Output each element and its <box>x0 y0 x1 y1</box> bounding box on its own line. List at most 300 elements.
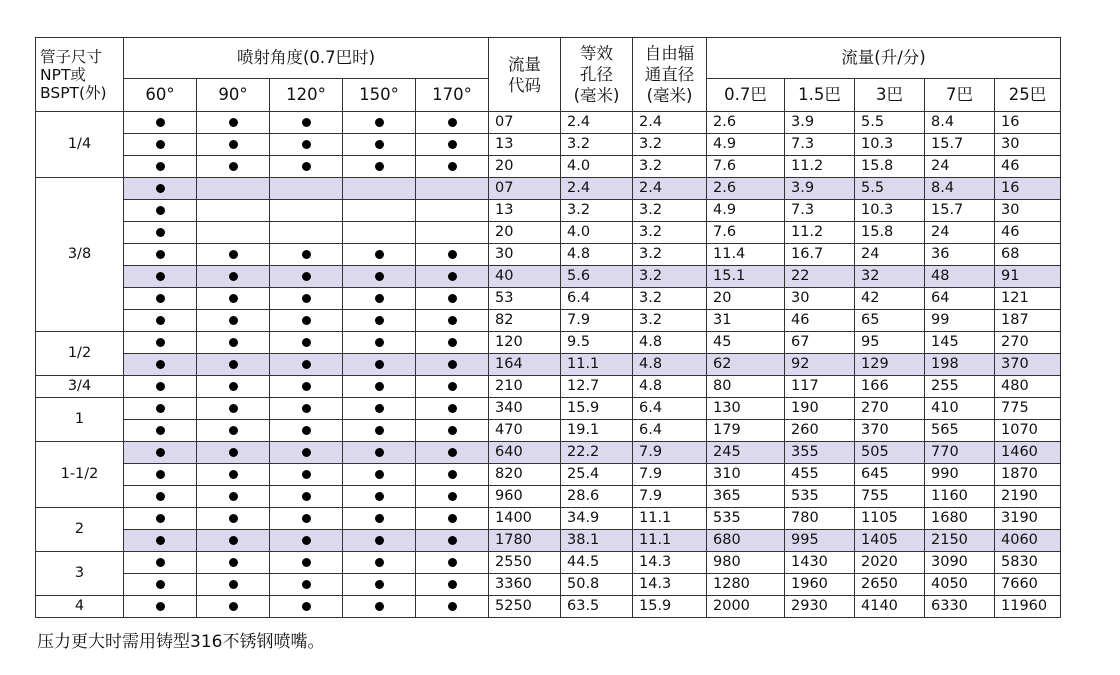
pipe-size-cell: 1/2 <box>36 332 124 376</box>
flow-cell: 15.8 <box>855 222 925 244</box>
angle-cell <box>124 310 197 332</box>
pressure-header: 1.5巴 <box>785 79 855 112</box>
angle-cell <box>124 354 197 376</box>
angle-cell <box>270 442 343 464</box>
passage-cell: 3.2 <box>633 134 707 156</box>
available-dot-icon <box>229 426 238 435</box>
available-dot-icon <box>229 558 238 567</box>
angle-cell <box>270 398 343 420</box>
flow-cell: 15.7 <box>925 200 995 222</box>
flow-cell: 36 <box>925 244 995 266</box>
available-dot-icon <box>302 250 311 259</box>
angle-cell <box>124 288 197 310</box>
flow-cell: 770 <box>925 442 995 464</box>
flow-rate-header: 流量(升/分) <box>707 38 1061 79</box>
flow-cell: 410 <box>925 398 995 420</box>
flow-cell: 10.3 <box>855 200 925 222</box>
passage-cell: 3.2 <box>633 200 707 222</box>
available-dot-icon <box>229 294 238 303</box>
available-dot-icon <box>302 162 311 171</box>
header-row-1 <box>36 38 1061 79</box>
passage-cell: 3.2 <box>633 244 707 266</box>
angle-cell <box>270 552 343 574</box>
angle-cell <box>197 398 270 420</box>
flow-cell: 32 <box>855 266 925 288</box>
flow-cell: 20 <box>707 288 785 310</box>
orifice-cell: 19.1 <box>561 420 633 442</box>
angle-cell <box>124 134 197 156</box>
angle-cell <box>270 574 343 596</box>
flow-code-cell: 5250 <box>489 596 561 618</box>
flow-cell: 117 <box>785 376 855 398</box>
angle-cell <box>197 310 270 332</box>
flow-cell: 4.9 <box>707 200 785 222</box>
orifice-cell: 11.1 <box>561 354 633 376</box>
angle-cell <box>124 178 197 200</box>
flow-cell: 8.4 <box>925 112 995 134</box>
available-dot-icon <box>156 316 165 325</box>
available-dot-icon <box>375 470 384 479</box>
flow-cell: 7.3 <box>785 134 855 156</box>
angle-header: 90° <box>197 79 270 112</box>
angle-cell <box>416 156 489 178</box>
available-dot-icon <box>448 602 457 611</box>
available-dot-icon <box>302 118 311 127</box>
flow-code-cell: 1400 <box>489 508 561 530</box>
flow-cell: 46 <box>785 310 855 332</box>
available-dot-icon <box>156 580 165 589</box>
flow-cell: 15.8 <box>855 156 925 178</box>
pipe-size-header: 管子尺寸 NPT或 BSPT(外) <box>36 38 124 112</box>
flow-code-cell: 07 <box>489 112 561 134</box>
angle-cell <box>197 266 270 288</box>
flow-cell: 24 <box>925 156 995 178</box>
flow-cell: 565 <box>925 420 995 442</box>
angle-cell <box>270 288 343 310</box>
angle-cell <box>343 332 416 354</box>
flow-cell: 1280 <box>707 574 785 596</box>
flow-cell: 7.3 <box>785 200 855 222</box>
table-row <box>36 200 1061 222</box>
flow-cell: 64 <box>925 288 995 310</box>
flow-code-cell: 164 <box>489 354 561 376</box>
available-dot-icon <box>229 162 238 171</box>
flow-cell: 2000 <box>707 596 785 618</box>
angle-cell <box>343 420 416 442</box>
flow-cell: 16 <box>995 178 1061 200</box>
angle-cell <box>416 530 489 552</box>
flow-cell: 22 <box>785 266 855 288</box>
available-dot-icon <box>375 514 384 523</box>
flow-cell: 995 <box>785 530 855 552</box>
flow-cell: 355 <box>785 442 855 464</box>
flow-cell: 1160 <box>925 486 995 508</box>
angle-cell <box>124 332 197 354</box>
angle-cell <box>416 134 489 156</box>
angle-cell <box>343 112 416 134</box>
table-row <box>36 244 1061 266</box>
available-dot-icon <box>229 492 238 501</box>
flow-cell: 24 <box>855 244 925 266</box>
pressure-header: 7巴 <box>925 79 995 112</box>
passage-cell: 6.4 <box>633 420 707 442</box>
table-row <box>36 420 1061 442</box>
table-row <box>36 332 1061 354</box>
angle-cell <box>416 266 489 288</box>
passage-cell: 6.4 <box>633 398 707 420</box>
angle-cell <box>343 464 416 486</box>
flow-cell: 4140 <box>855 596 925 618</box>
available-dot-icon <box>375 492 384 501</box>
orifice-cell: 38.1 <box>561 530 633 552</box>
angle-cell <box>416 486 489 508</box>
angle-cell <box>270 310 343 332</box>
angle-cell <box>343 178 416 200</box>
available-dot-icon <box>375 140 384 149</box>
available-dot-icon <box>302 338 311 347</box>
flow-cell: 30 <box>995 200 1061 222</box>
available-dot-icon <box>302 580 311 589</box>
orifice-cell: 25.4 <box>561 464 633 486</box>
available-dot-icon <box>156 184 165 193</box>
flow-cell: 310 <box>707 464 785 486</box>
angle-cell <box>343 156 416 178</box>
pipe-size-cell: 3 <box>36 552 124 596</box>
table-row <box>36 354 1061 376</box>
available-dot-icon <box>229 338 238 347</box>
available-dot-icon <box>156 514 165 523</box>
flow-cell: 8.4 <box>925 178 995 200</box>
available-dot-icon <box>302 404 311 413</box>
table-row <box>36 376 1061 398</box>
angle-cell <box>270 530 343 552</box>
angle-cell <box>270 112 343 134</box>
footnote: 压力更大时需用铸型316不锈钢喷嘴。 <box>37 632 325 652</box>
available-dot-icon <box>229 536 238 545</box>
flow-cell: 16.7 <box>785 244 855 266</box>
orifice-cell: 15.9 <box>561 398 633 420</box>
flow-cell: 1870 <box>995 464 1061 486</box>
angle-header: 60° <box>124 79 197 112</box>
available-dot-icon <box>375 382 384 391</box>
flow-code-cell: 20 <box>489 156 561 178</box>
passage-cell: 14.3 <box>633 552 707 574</box>
available-dot-icon <box>302 602 311 611</box>
flow-cell: 365 <box>707 486 785 508</box>
flow-cell: 10.3 <box>855 134 925 156</box>
passage-cell: 3.2 <box>633 156 707 178</box>
flow-cell: 187 <box>995 310 1061 332</box>
angle-cell <box>124 442 197 464</box>
flow-code-cell: 82 <box>489 310 561 332</box>
table-row <box>36 222 1061 244</box>
available-dot-icon <box>156 404 165 413</box>
orifice-cell: 3.2 <box>561 134 633 156</box>
angle-cell <box>124 376 197 398</box>
available-dot-icon <box>375 316 384 325</box>
flow-cell: 260 <box>785 420 855 442</box>
angle-cell <box>197 420 270 442</box>
flow-cell: 80 <box>707 376 785 398</box>
available-dot-icon <box>229 580 238 589</box>
flow-code-cell: 1780 <box>489 530 561 552</box>
flow-cell: 129 <box>855 354 925 376</box>
angle-cell <box>197 376 270 398</box>
available-dot-icon <box>448 536 457 545</box>
available-dot-icon <box>156 294 165 303</box>
flow-code-cell: 960 <box>489 486 561 508</box>
flow-cell: 480 <box>995 376 1061 398</box>
angle-cell <box>270 156 343 178</box>
available-dot-icon <box>302 470 311 479</box>
angle-cell <box>343 200 416 222</box>
flow-cell: 11960 <box>995 596 1061 618</box>
table-row <box>36 552 1061 574</box>
flow-cell: 370 <box>855 420 925 442</box>
available-dot-icon <box>448 580 457 589</box>
available-dot-icon <box>375 118 384 127</box>
available-dot-icon <box>375 250 384 259</box>
available-dot-icon <box>156 492 165 501</box>
flow-cell: 11.4 <box>707 244 785 266</box>
angle-cell <box>197 332 270 354</box>
flow-cell: 4.9 <box>707 134 785 156</box>
available-dot-icon <box>448 404 457 413</box>
available-dot-icon <box>156 536 165 545</box>
flow-cell: 42 <box>855 288 925 310</box>
available-dot-icon <box>229 602 238 611</box>
flow-cell: 1405 <box>855 530 925 552</box>
orifice-cell: 4.8 <box>561 244 633 266</box>
flow-cell: 65 <box>855 310 925 332</box>
available-dot-icon <box>302 448 311 457</box>
orifice-cell: 2.4 <box>561 112 633 134</box>
flow-cell: 48 <box>925 266 995 288</box>
flow-cell: 145 <box>925 332 995 354</box>
flow-cell: 130 <box>707 398 785 420</box>
flow-code-cell: 07 <box>489 178 561 200</box>
flow-cell: 505 <box>855 442 925 464</box>
available-dot-icon <box>375 426 384 435</box>
flow-cell: 5.5 <box>855 178 925 200</box>
available-dot-icon <box>229 272 238 281</box>
flow-cell: 99 <box>925 310 995 332</box>
available-dot-icon <box>375 404 384 413</box>
orifice-cell: 9.5 <box>561 332 633 354</box>
angle-cell <box>343 288 416 310</box>
angle-cell <box>270 596 343 618</box>
pressure-header: 0.7巴 <box>707 79 785 112</box>
available-dot-icon <box>156 162 165 171</box>
flow-cell: 370 <box>995 354 1061 376</box>
angle-cell <box>197 200 270 222</box>
angle-cell <box>416 442 489 464</box>
angle-cell <box>197 530 270 552</box>
pipe-size-cell: 3/8 <box>36 178 124 332</box>
flow-cell: 1430 <box>785 552 855 574</box>
flow-code-cell: 820 <box>489 464 561 486</box>
angle-cell <box>270 134 343 156</box>
available-dot-icon <box>375 558 384 567</box>
passage-cell: 14.3 <box>633 574 707 596</box>
angle-cell <box>343 574 416 596</box>
flow-cell: 2150 <box>925 530 995 552</box>
angle-cell <box>270 464 343 486</box>
table-row <box>36 486 1061 508</box>
flow-cell: 3.9 <box>785 178 855 200</box>
angle-cell <box>416 178 489 200</box>
angle-cell <box>197 178 270 200</box>
available-dot-icon <box>156 360 165 369</box>
angle-cell <box>343 442 416 464</box>
pipe-size-cell: 1-1/2 <box>36 442 124 508</box>
flow-cell: 7.6 <box>707 156 785 178</box>
angle-cell <box>343 552 416 574</box>
angle-cell <box>416 508 489 530</box>
table-row <box>36 508 1061 530</box>
orifice-cell: 3.2 <box>561 200 633 222</box>
flow-cell: 5.5 <box>855 112 925 134</box>
available-dot-icon <box>448 338 457 347</box>
flow-cell: 7660 <box>995 574 1061 596</box>
flow-cell: 46 <box>995 156 1061 178</box>
passage-cell: 4.8 <box>633 354 707 376</box>
available-dot-icon <box>302 536 311 545</box>
available-dot-icon <box>302 558 311 567</box>
flow-cell: 255 <box>925 376 995 398</box>
flow-cell: 68 <box>995 244 1061 266</box>
angle-cell <box>124 200 197 222</box>
flow-cell: 6330 <box>925 596 995 618</box>
available-dot-icon <box>375 448 384 457</box>
flow-code-cell: 30 <box>489 244 561 266</box>
angle-cell <box>343 530 416 552</box>
pipe-size-cell: 4 <box>36 596 124 618</box>
angle-cell <box>124 574 197 596</box>
available-dot-icon <box>156 382 165 391</box>
flow-cell: 645 <box>855 464 925 486</box>
flow-cell: 190 <box>785 398 855 420</box>
flow-cell: 245 <box>707 442 785 464</box>
available-dot-icon <box>302 382 311 391</box>
angle-cell <box>416 354 489 376</box>
table-row <box>36 266 1061 288</box>
angle-cell <box>416 464 489 486</box>
available-dot-icon <box>229 470 238 479</box>
flow-cell: 5830 <box>995 552 1061 574</box>
available-dot-icon <box>156 250 165 259</box>
flow-code-cell: 210 <box>489 376 561 398</box>
available-dot-icon <box>156 426 165 435</box>
pipe-size-cell: 1/4 <box>36 112 124 178</box>
flow-cell: 3.9 <box>785 112 855 134</box>
angle-cell <box>270 508 343 530</box>
passage-cell: 15.9 <box>633 596 707 618</box>
orifice-cell: 4.0 <box>561 156 633 178</box>
flow-cell: 121 <box>995 288 1061 310</box>
available-dot-icon <box>448 470 457 479</box>
available-dot-icon <box>375 602 384 611</box>
available-dot-icon <box>375 580 384 589</box>
available-dot-icon <box>302 492 311 501</box>
angle-cell <box>124 420 197 442</box>
angle-cell <box>197 222 270 244</box>
angle-cell <box>270 200 343 222</box>
passage-cell: 2.4 <box>633 178 707 200</box>
flow-code-header: 流量 代码 <box>489 38 561 112</box>
angle-cell <box>416 310 489 332</box>
orifice-cell: 2.4 <box>561 178 633 200</box>
flow-cell: 179 <box>707 420 785 442</box>
orifice-cell: 50.8 <box>561 574 633 596</box>
available-dot-icon <box>156 338 165 347</box>
passage-cell: 7.9 <box>633 442 707 464</box>
angle-cell <box>197 486 270 508</box>
flow-cell: 46 <box>995 222 1061 244</box>
available-dot-icon <box>302 294 311 303</box>
available-dot-icon <box>375 162 384 171</box>
available-dot-icon <box>156 558 165 567</box>
flow-cell: 4060 <box>995 530 1061 552</box>
flow-cell: 1105 <box>855 508 925 530</box>
flow-code-cell: 2550 <box>489 552 561 574</box>
available-dot-icon <box>448 162 457 171</box>
available-dot-icon <box>156 448 165 457</box>
passage-cell: 3.2 <box>633 222 707 244</box>
pressure-header: 25巴 <box>995 79 1061 112</box>
angle-cell <box>197 552 270 574</box>
angle-cell <box>197 508 270 530</box>
orifice-cell: 28.6 <box>561 486 633 508</box>
flow-cell: 2930 <box>785 596 855 618</box>
angle-cell <box>197 156 270 178</box>
angle-cell <box>270 420 343 442</box>
angle-cell <box>343 376 416 398</box>
flow-code-cell: 13 <box>489 200 561 222</box>
angle-cell <box>197 442 270 464</box>
angle-cell <box>197 596 270 618</box>
available-dot-icon <box>448 316 457 325</box>
angle-cell <box>124 508 197 530</box>
available-dot-icon <box>156 228 165 237</box>
angle-cell <box>124 244 197 266</box>
angle-header: 150° <box>343 79 416 112</box>
available-dot-icon <box>375 338 384 347</box>
angle-cell <box>124 464 197 486</box>
table-row <box>36 398 1061 420</box>
available-dot-icon <box>375 294 384 303</box>
flow-cell: 775 <box>995 398 1061 420</box>
table-row <box>36 112 1061 134</box>
angle-cell <box>124 552 197 574</box>
angle-cell <box>343 310 416 332</box>
flow-cell: 990 <box>925 464 995 486</box>
angle-cell <box>343 398 416 420</box>
angle-cell <box>270 332 343 354</box>
available-dot-icon <box>448 250 457 259</box>
angle-cell <box>416 222 489 244</box>
flow-cell: 980 <box>707 552 785 574</box>
flow-cell: 535 <box>707 508 785 530</box>
angle-cell <box>343 486 416 508</box>
flow-cell: 3190 <box>995 508 1061 530</box>
flow-cell: 755 <box>855 486 925 508</box>
available-dot-icon <box>229 316 238 325</box>
orifice-cell: 4.0 <box>561 222 633 244</box>
flow-cell: 3090 <box>925 552 995 574</box>
table-row <box>36 310 1061 332</box>
orifice-cell: 22.2 <box>561 442 633 464</box>
